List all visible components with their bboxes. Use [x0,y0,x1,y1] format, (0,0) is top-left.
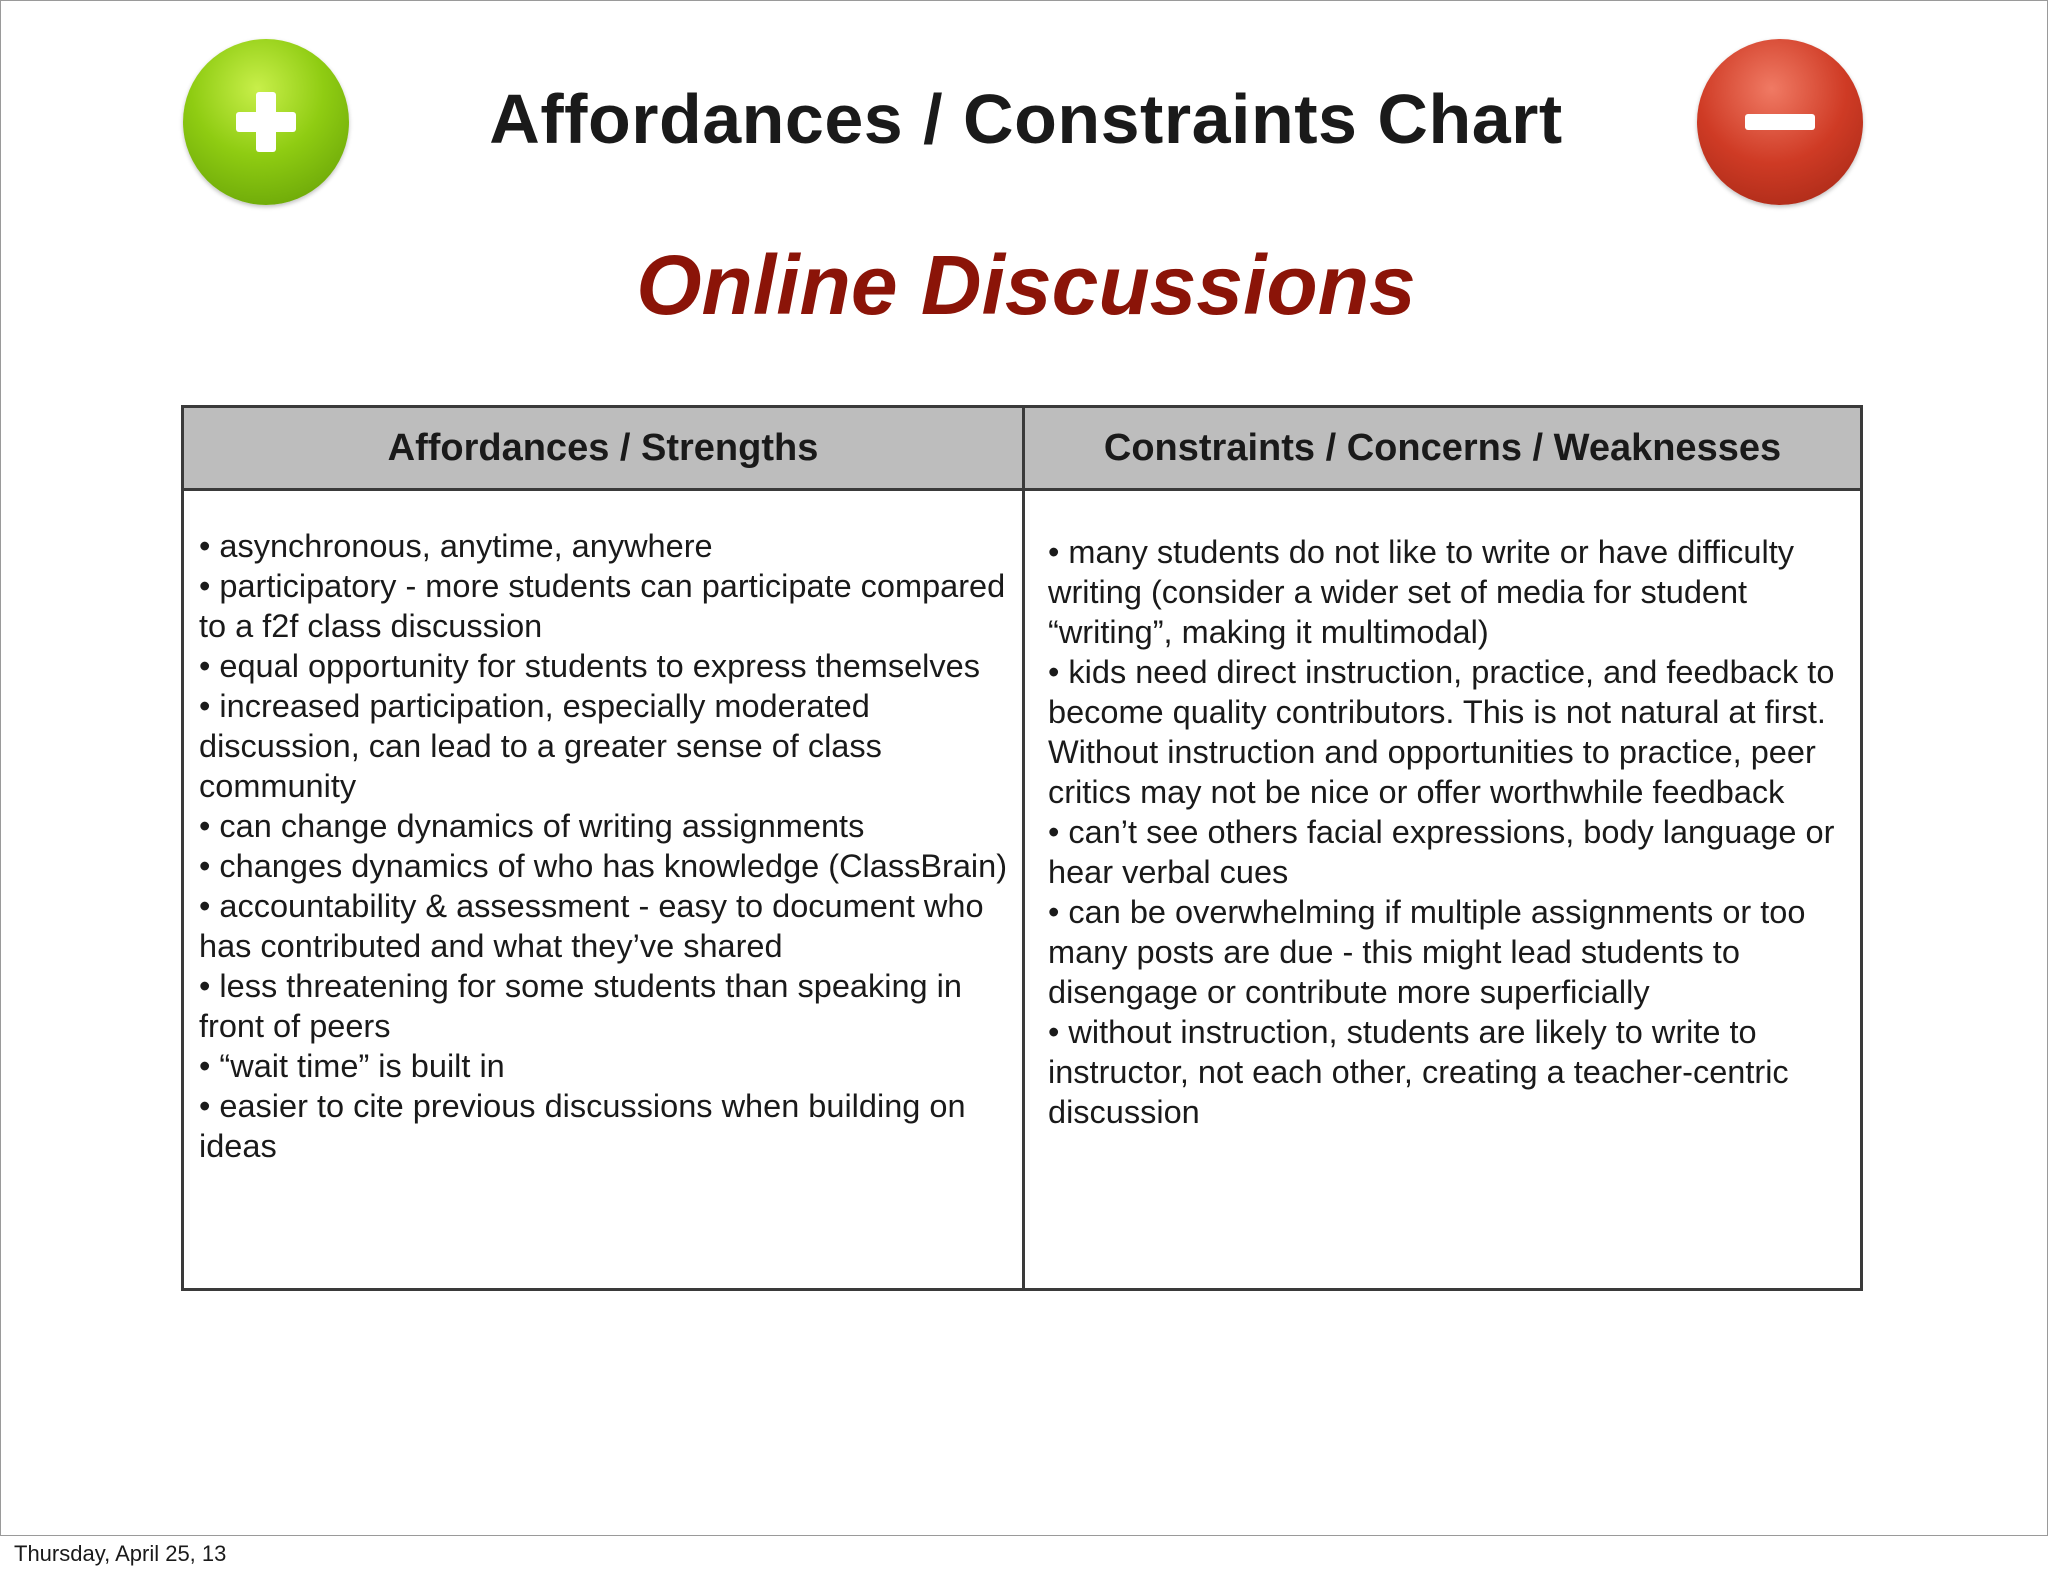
plus-circle-icon [183,39,349,205]
constraints-list [1048,532,1848,1132]
slide-date: Thursday, April 25, 13 [14,1541,227,1566]
affordance-item: • increased participation, especially moderated discussion, can lead to a greater sense of class community [199,688,882,804]
affordance-item: • “wait time” is built in [199,1048,505,1084]
affordance-item: • participatory - more students can participate compared to a f2f class discussion [199,568,1006,644]
affordance-item: • less threatening for some students than speaking in front of peers [199,968,962,1044]
affordance-item: • changes dynamics of who has knowledge (ClassBrain) [199,848,1008,884]
constraint-item: • can be overwhelming if multiple assignments or too many posts are due - this might lead students to disengage or contribute more superficially [1048,894,1806,1010]
constraint-item: • kids need direct instruction, practice, and feedback to become quality contributors. This is not natural at first. Without instruction and opportunities to practice, peer critics may not be nice or offer worthwhile feedback [1048,654,1835,810]
affordance-item: • equal opportunity for students to express themselves [199,648,980,684]
constraint-item: • many students do not like to write or have difficulty writing (consider a wider set of media for student “writing”, making it multimodal) [1048,534,1795,650]
column-divider [1022,408,1025,1288]
affordances-header: Affordances / Strengths [387,427,819,469]
constraint-item: • can’t see others facial expressions, body language or hear verbal cues [1048,814,1835,890]
affordances-constraints-table [181,405,1863,1291]
affordance-item: • easier to cite previous discussions when building on ideas [199,1088,966,1164]
slide-subtitle: Online Discussions [636,238,1416,332]
affordance-item: • asynchronous, anytime, anywhere [199,528,713,564]
constraints-header: Constraints / Concerns / Weaknesses [1103,427,1782,469]
constraint-item: • without instruction, students are likely to write to instructor, not each other, creating a teacher-centric discussion [1048,1014,1789,1130]
affordance-item: • can change dynamics of writing assignments [199,808,865,844]
chart-title: Affordances / Constraints Chart [489,80,1563,158]
affordances-list [199,526,1014,1166]
minus-circle-icon [1697,39,1863,205]
affordance-item: • accountability & assessment - easy to document who has contributed and what they’ve shared [199,888,984,964]
